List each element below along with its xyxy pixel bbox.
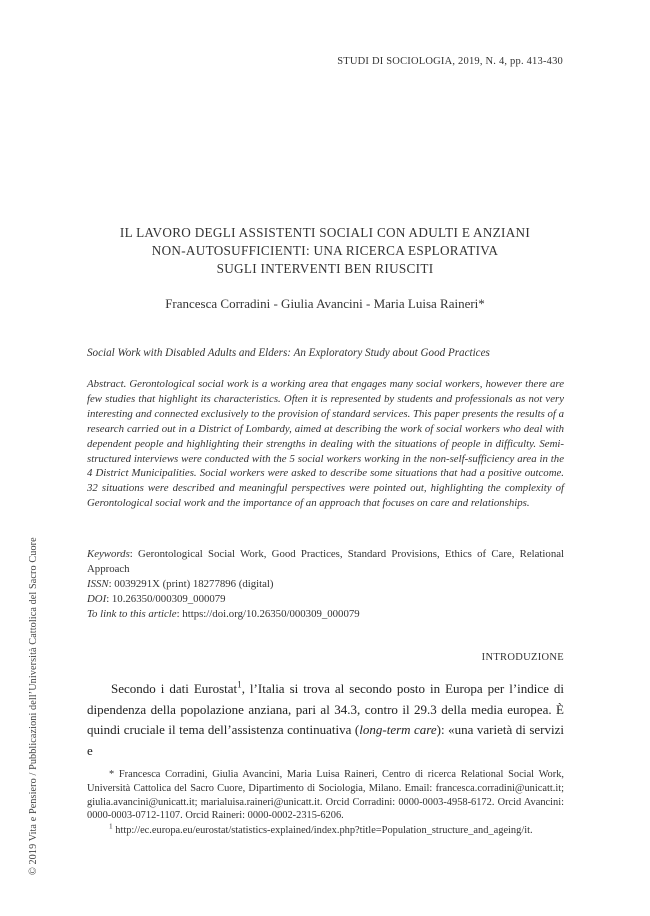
copyright-sidebar: © 2019 Vita e Pensiero / Pubblicazioni dell’Università Cattolica del Sacro Cuore	[28, 537, 39, 875]
intro-text-3: ): «una varietà di servizi e	[87, 722, 565, 758]
issn-value: 0039291X (print) 18277896 (digital)	[114, 577, 274, 590]
section-heading: INTRODUZIONE	[481, 652, 564, 663]
article-title-line-1: IL LAVORO DEGLI ASSISTENTI SOCIALI CON ADULTI E ANZIANI	[119, 225, 531, 240]
keywords-label: Keywords	[87, 548, 130, 560]
running-header: STUDI DI SOCIOLOGIA, 2019, N. 4, pp. 413-430	[337, 56, 563, 67]
keywords-value: Gerontological Social Work, Good Practices, Standard Provisions, Ethics of Care, Relational Approach	[87, 548, 565, 575]
keywords-line: Keywords: Gerontological Social Work, Good Practices, Standard Provisions, Ethics of Care, Relational Approach	[87, 548, 565, 575]
article-link-label: To link to this article	[87, 607, 177, 620]
footnote-1	[87, 824, 564, 838]
article-title-line-3: SUGLI INTERVENTI BEN RIUSCITI	[216, 261, 434, 276]
doi-line: DOI: 10.26350/000309_000079	[87, 592, 226, 605]
footnote-ref-1[interactable]: 1	[237, 679, 242, 690]
footnote-1-number: 1	[109, 822, 113, 831]
article-title-line-2: NON-AUTOSUFFICIENTI: UNA RICERCA ESPLORATIVA	[151, 243, 499, 258]
doi-value: 10.26350/000309_000079	[111, 592, 226, 605]
article-link[interactable]: https://doi.org/10.26350/000309_000079	[182, 607, 360, 620]
article-title-block	[80, 224, 570, 312]
english-title: Social Work with Disabled Adults and Elders: An Exploratory Study about Good Practices	[87, 347, 490, 359]
body-text	[87, 679, 564, 761]
article-metadata	[87, 547, 564, 622]
intro-paragraph	[87, 679, 564, 761]
footnote-star: * Francesca Corradini, Giulia Avancini, Maria Luisa Raineri, Centro di ricerca Relational Social Work, Università Cattolica del Sacro Cuore, Dipartimento di Sociologia, Milano. Email: francesca.corradini@unicatt.it; giulia.avancini@unicatt.it; marialuisa.raineri@unicatt.it. Orcid Corradini: 0000-0003-4958-6172. Orcid Avancini: 0000-0003-0712-1107. Orcid Raineri: 0000-0002-2315-6206.	[87, 769, 564, 822]
issn-label: ISSN	[87, 577, 109, 590]
issn-line: ISSN: 0039291X (print) 18277896 (digital)	[87, 577, 274, 590]
intro-emphasis: long-term care	[359, 722, 437, 737]
article-link-line: To link to this article: https://doi.org/10.26350/000309_000079	[87, 607, 360, 620]
footnotes	[87, 768, 564, 839]
doi-label: DOI	[87, 592, 107, 605]
abstract-text: Abstract. Gerontological social work is a working area that engages many social workers, however there are few studies that highlight its characteristics. Often it is represented by students and professionals as not very interesting and connected exclusively to the provision of standard services. This paper presents the results of a research carried out in a District of Lombardy, aimed at describing the work of social workers who deal with dependent people and highlighting their strengths in dealing with the situations of people in difficulty. Semi-structured interviews were conducted with the 5 social workers working in the non-self-sufficiency area in the 4 District Municipalities. Social workers were asked to describe some situations that had a positive outcome. 32 situations were described and meaningful perspectives were pointed out, highlighting the complexity of Gerontological social work and the importance of an approach that focuses on care and relationships.	[87, 378, 564, 510]
intro-text-2: , l’Italia si trova al secondo posto in Europa per l’indice di dipendenza della popolazione anziana, pari al 34.3, contro il 29.3 della media europea. È quindi cruciale il tema dell’assistenza continuativa (	[87, 681, 565, 737]
footnote-1-url[interactable]: http://ec.europa.eu/eurostat/statistics-explained/index.php?title=Population_structure_and_ageing/it.	[115, 825, 533, 837]
intro-text-1: Secondo i dati Eurostat	[111, 681, 238, 696]
author-list: Francesca Corradini - Giulia Avancini - Maria Luisa Raineri*	[165, 296, 485, 311]
